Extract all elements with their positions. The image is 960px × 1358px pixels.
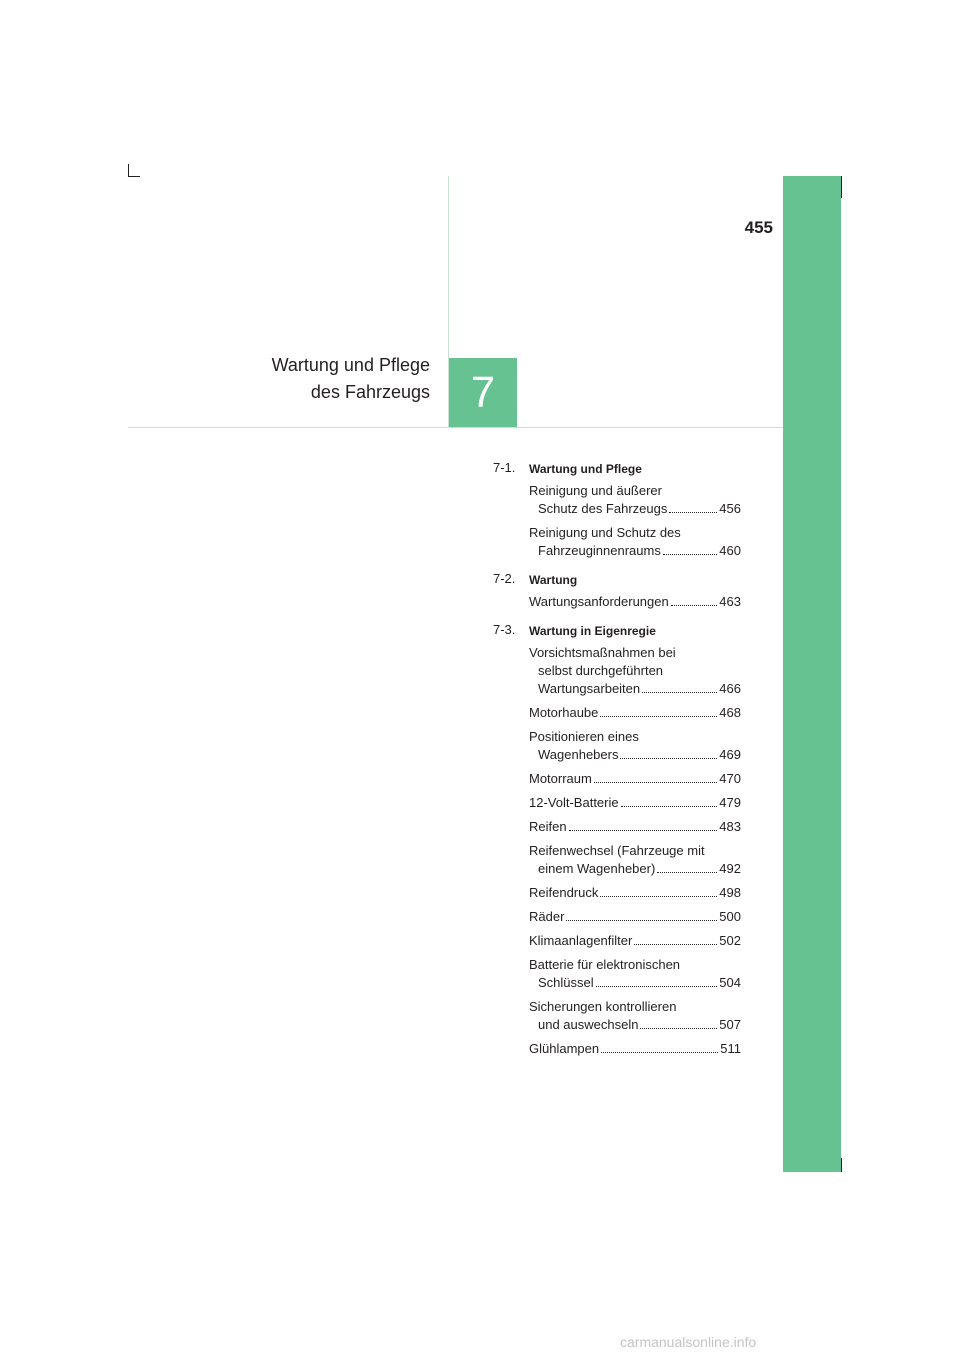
toc-entry[interactable] <box>529 704 741 722</box>
toc-entry-text: selbst durchgeführten <box>538 663 664 678</box>
dot-leader <box>566 920 717 921</box>
toc-entry-text: Wartungsarbeiten <box>538 681 641 696</box>
dot-leader <box>634 944 717 945</box>
toc-entry-line <box>529 908 741 926</box>
dot-leader <box>669 512 717 513</box>
toc-page-number: 479 <box>719 795 741 810</box>
crop-mark <box>128 176 140 177</box>
toc-entry[interactable] <box>529 884 741 902</box>
toc-section-number: 7-2. <box>493 571 516 586</box>
toc-entry[interactable] <box>529 593 741 611</box>
toc-entry-line <box>529 746 741 764</box>
toc-entry-text: Räder <box>529 909 565 924</box>
toc-entry-text: Fahrzeuginnenraums <box>538 543 661 558</box>
dot-leader <box>569 830 718 831</box>
toc-entry[interactable] <box>529 932 741 950</box>
toc-entry-text: Sicherungen kontrollieren <box>529 999 677 1014</box>
crop-mark <box>128 164 129 176</box>
chapter-side-tab <box>783 176 841 1172</box>
dot-leader <box>663 554 717 555</box>
toc-entry-text: Reinigung und Schutz des <box>529 525 681 540</box>
toc-entry[interactable] <box>529 818 741 836</box>
dot-leader <box>671 605 718 606</box>
toc-entry-line <box>529 1040 741 1058</box>
toc-entry-text: einem Wagenheber) <box>538 861 656 876</box>
dot-leader <box>640 1028 717 1029</box>
toc-entry-text: Vorsichtsmaßnahmen bei <box>529 645 676 660</box>
toc-entry[interactable] <box>529 482 741 518</box>
toc-section-title: Wartung und Pflege <box>529 462 642 476</box>
dot-leader <box>642 692 717 693</box>
page-number: 455 <box>744 218 773 237</box>
toc-entry-line <box>529 818 741 836</box>
toc-page-number: 492 <box>719 861 741 876</box>
dot-leader <box>620 758 717 759</box>
toc-entry-line <box>529 932 741 950</box>
toc-entry[interactable] <box>529 644 741 698</box>
toc-section-title: Wartung <box>529 573 578 587</box>
toc-page-number: 460 <box>719 543 741 558</box>
header-rule <box>128 427 783 428</box>
toc-entry-line <box>529 884 741 902</box>
toc-entry[interactable] <box>529 998 741 1034</box>
toc-entry-text: Positionieren eines <box>529 729 639 744</box>
dot-leader <box>600 896 717 897</box>
table-of-contents <box>493 460 741 1069</box>
toc-page-number: 468 <box>719 705 741 720</box>
toc-entry-line <box>529 794 741 812</box>
dot-leader <box>601 1052 718 1053</box>
toc-entry-line <box>529 500 741 518</box>
toc-page-number: 498 <box>719 885 741 900</box>
toc-entry-text: Reifenwechsel (Fahrzeuge mit <box>529 843 705 858</box>
toc-page-number: 456 <box>719 501 741 516</box>
chapter-number-box: 7 <box>449 358 517 427</box>
toc-section <box>493 571 741 611</box>
toc-entry[interactable] <box>529 728 741 764</box>
chapter-title <box>180 352 430 406</box>
toc-page-number: 463 <box>719 594 741 609</box>
toc-entry-text: Wartungsanforderungen <box>529 594 669 609</box>
toc-page-number: 469 <box>719 747 741 762</box>
dot-leader <box>600 716 717 717</box>
toc-page-number: 466 <box>719 681 741 696</box>
toc-entry[interactable] <box>529 908 741 926</box>
toc-page-number: 507 <box>719 1017 741 1032</box>
toc-page-number: 511 <box>720 1041 741 1056</box>
dot-leader <box>657 872 717 873</box>
toc-entry-line <box>529 542 741 560</box>
crop-mark <box>841 1158 842 1172</box>
toc-entry-text: Klimaanlagenfilter <box>529 933 633 948</box>
toc-entry-text: Batterie für elektronischen <box>529 957 681 972</box>
toc-entry-text: und auswechseln <box>538 1017 639 1032</box>
toc-entry[interactable] <box>529 524 741 560</box>
toc-entry-text: Glühlampen <box>529 1041 600 1056</box>
toc-entry[interactable] <box>529 1040 741 1058</box>
toc-entry-line <box>529 704 741 722</box>
toc-page-number: 500 <box>719 909 741 924</box>
toc-entry-text: Schlüssel <box>538 975 594 990</box>
toc-entry[interactable] <box>529 770 741 788</box>
toc-page-number: 504 <box>719 975 741 990</box>
toc-entry-text: Reifendruck <box>529 885 599 900</box>
toc-entry-line <box>529 860 741 878</box>
toc-entry-text: Reinigung und äußerer <box>529 483 662 498</box>
toc-section <box>493 622 741 1058</box>
toc-entry-text: 12-Volt-Batterie <box>529 795 619 810</box>
toc-entry-line <box>529 974 741 992</box>
toc-entry[interactable] <box>529 842 741 878</box>
toc-page-number: 483 <box>719 819 741 834</box>
toc-section-title: Wartung in Eigenregie <box>529 624 656 638</box>
dot-leader <box>594 782 717 783</box>
crop-mark <box>841 176 842 198</box>
toc-entry[interactable] <box>529 956 741 992</box>
toc-entry-text: Motorraum <box>529 771 592 786</box>
toc-entry-text: Schutz des Fahrzeugs <box>538 501 668 516</box>
toc-entry-text: Reifen <box>529 819 567 834</box>
toc-section <box>493 460 741 560</box>
chapter-title-line2: des Fahrzeugs <box>310 382 430 402</box>
toc-entry-line <box>529 680 741 698</box>
dot-leader <box>621 806 718 807</box>
toc-entry-line <box>529 1016 741 1034</box>
toc-page-number: 470 <box>719 771 741 786</box>
chapter-title-line1: Wartung und Pflege <box>271 355 430 375</box>
toc-entry-line <box>529 593 741 611</box>
toc-entry-text: Motorhaube <box>529 705 599 720</box>
toc-page-number: 502 <box>719 933 741 948</box>
toc-entry[interactable] <box>529 794 741 812</box>
toc-entry-text: Wagenhebers <box>538 747 619 762</box>
watermark-text: carmanualsonline.info <box>620 1334 757 1350</box>
dot-leader <box>596 986 718 987</box>
toc-section-number: 7-3. <box>493 622 516 637</box>
toc-entry-line <box>529 770 741 788</box>
toc-section-number: 7-1. <box>493 460 516 475</box>
